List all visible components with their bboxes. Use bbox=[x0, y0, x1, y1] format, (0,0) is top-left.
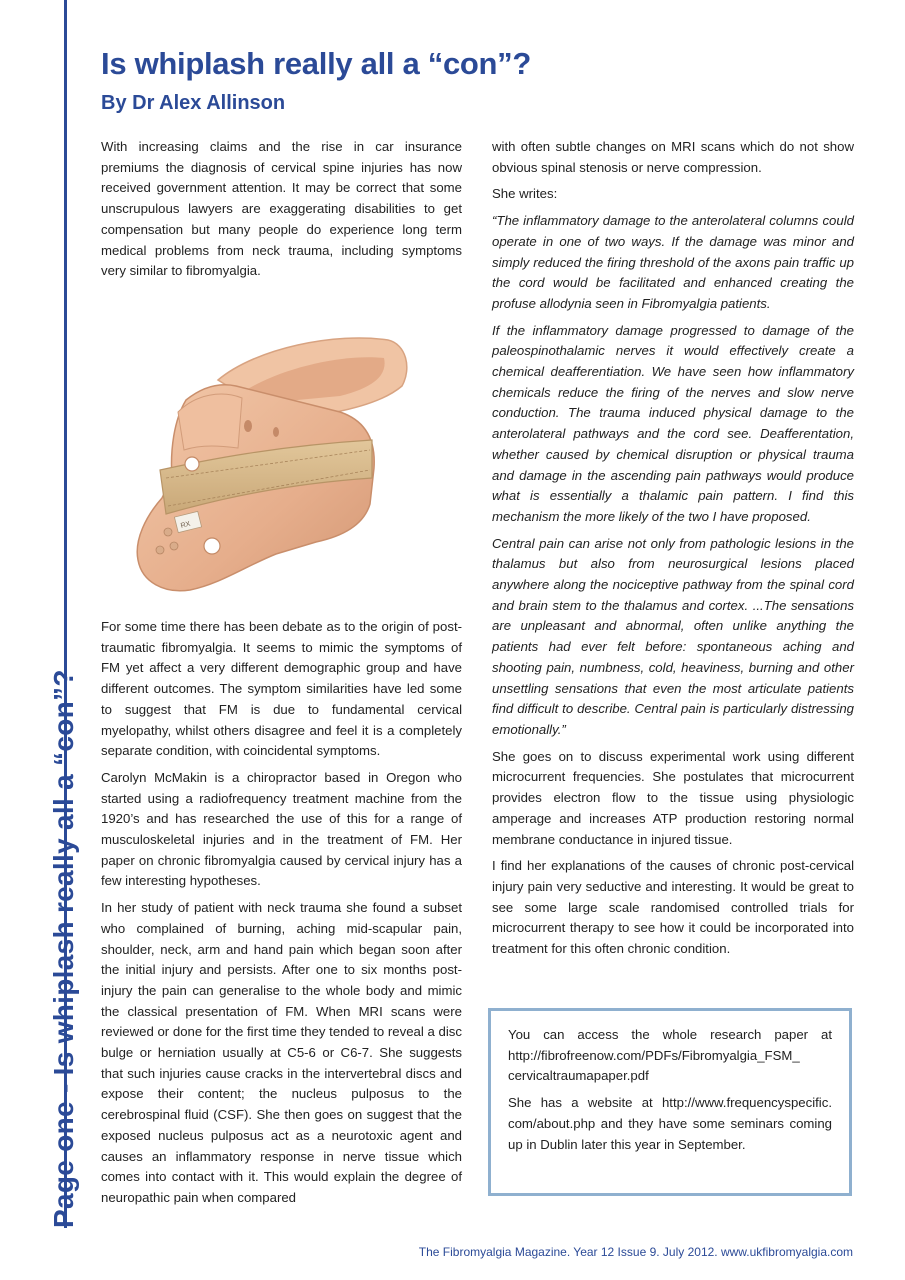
paragraph: For some time there has been debate as to the origin of post-traumatic fibromyalgia. It seems to mimic the symptoms of FM yet affect a very different demographic group and have different outcomes. The symptom similarities have led some to suggest that FM is due to fundamental cervical myelopathy, whilst others disagree and feel it is a completely separate condition, with coincidental symptoms. bbox=[101, 619, 462, 759]
paragraph: with often subtle changes on MRI scans which do not show obvious spinal stenosis or nerve compression. bbox=[492, 139, 854, 175]
callout-paragraph: She has a website at http://www.frequencyspecific. com/about.php and they have some seminars coming up in Dublin later this year in September. bbox=[508, 1095, 832, 1152]
paragraph: Carolyn McMakin is a chiropractor based in Oregon who started using a radiofrequency treatment machine from the 1920’s and has researched the use of this for a range of musculoskeletal injuries and in the treatment of FM. Her paper on chronic fibromyalgia caused by cervical injury has a few interesting hypotheses. bbox=[101, 769, 462, 889]
quote-intro: She writes: bbox=[492, 186, 558, 202]
paragraph: I find her explanations of the causes of chronic post-cervical injury pain very seductive and interesting. It would be great to see some large scale randomised controlled trials for microcurrent therapy to see how it could be incorporated into treatment for this often chronic condition. bbox=[492, 858, 854, 957]
quote-paragraph: “The inflammatory damage to the anterolateral columns could operate in one of two ways. If the damage was minor and simply reduced the firing threshold of the axons pain traffic up the cord would be facilitated and enhanced creating the profuse allodynia seen in Fibromyalgia patients. bbox=[492, 213, 854, 311]
left-column-bottom bbox=[101, 617, 462, 1215]
left-column-top bbox=[101, 137, 462, 288]
byline: By Dr Alex Allinson bbox=[101, 92, 286, 114]
right-column bbox=[492, 137, 854, 966]
side-title: Page one - Is whiplash really all a “con”? bbox=[48, 669, 79, 1228]
collar-label: RX bbox=[179, 520, 192, 530]
paragraph: She goes on to discuss experimental work using different microcurrent frequencies. She postulates that microcurrent provides electron flow to the tissue using physiologic amperage and increases ATP production restoring normal membrane conductance in injured tissue. bbox=[492, 748, 854, 847]
quote-paragraph: Central pain can arise not only from pathologic lesions in the thalamus but also from neurosurgical lesions placed anywhere along the nociceptive pathway from the spinal cord and brain stem to the thalamus and cortex. ...The sensations are unpleasant and abnormal, often unlike anything the patients had ever felt before: spontaneous aching and shooting pain, numbness, cold, heaviness, burning and other unsettling sensations that even the most articulate patients find difficult to describe. Central pain is particularly distressing emotionally.” bbox=[492, 535, 854, 737]
resource-callout-box bbox=[488, 1008, 852, 1196]
quote-paragraph: If the inflammatory damage progressed to damage of the paleospinothalamic nerves it would effectively create a chemical deafferentiation. We have seen how inflammatory chemicals reduce the firing of the nerves and slow nerve conduction. The trauma induced physical damage to the anterolateral pathways and the cord see. Deafferentation, whether caused by chemical disruption or physical trauma and damage in the ascending pain pathways would produce what is essentially a thalamic pain pattern. I find this mechanism the more likely of the two I have proposed. bbox=[492, 322, 854, 524]
article-title: Is whiplash really all a “con”? bbox=[101, 46, 532, 81]
callout-paragraph: You can access the whole research paper at http://fibrofreenow.com/PDFs/Fibromyalgia_FSM_ cervicaltraumapaper.pdf bbox=[508, 1027, 832, 1084]
paragraph: In her study of patient with neck trauma she found a subset who complained of burning, aching mid-scapular pain, shoulder, neck, arm and hand pain which began soon after the initial injury and persists. After one to six months post-injury the pain can generalise to the whole body and mimic the classical presentation of FM. When MRI scans were reviewed or done for the first time they tended to reveal a disc bulge or herniation usually at C5-6 or C6-7. She suggests that such injuries cause cracks in the intervertebral discs and expose their content; the nucleus pulposus to the cerebrospinal fluid (CSF). She then goes on suggest that the exposed nucleus pulposus act as a neurotoxic agent and causes an inflammatory response in nerve tissue which comes into contact with it. This would explain the degree of neuropathic pain when compared bbox=[101, 900, 462, 1205]
paragraph: With increasing claims and the rise in car insurance premiums the diagnosis of cervical spine injuries has now received government attention. It may be correct that some unscrupulous lawyers are exaggerating disabilities to get compensation but many people do experience long term medical problems from neck trauma, including symptoms very similar to fibromyalgia. bbox=[101, 139, 462, 279]
cervical-collar-icon bbox=[126, 328, 416, 603]
page-footer: The Fibromyalgia Magazine. Year 12 Issue 9. July 2012. www.ukfibromyalgia.com bbox=[418, 1245, 853, 1259]
